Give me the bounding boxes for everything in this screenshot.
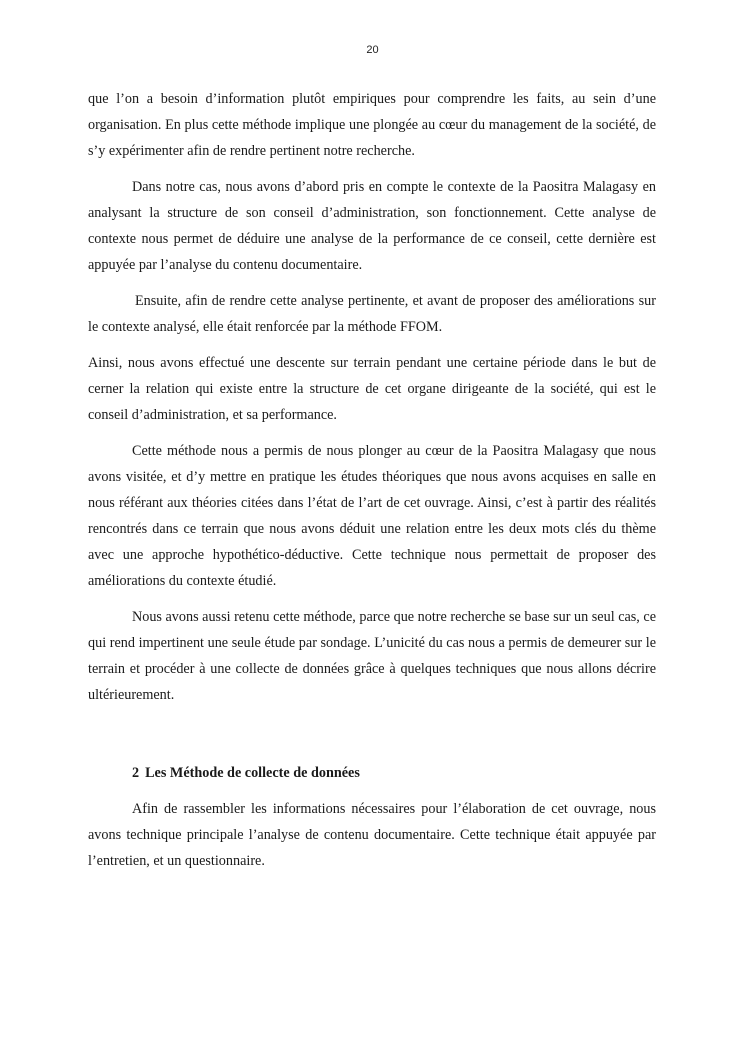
- section-number: 2: [132, 765, 140, 781]
- paragraph-1: que l’on a besoin d’information plutôt empiriques pour comprendre les faits, au sein d’une organisation. En plus cette méthode implique une plongée au cœur du management de la société, de s’y expérimenter afin de rendre pertinent notre recherche.: [88, 91, 656, 159]
- paragraph-2: Dans notre cas, nous avons d’abord pris en compte le contexte de la Paositra Malagasy en analysant la structure de son conseil d’administration, son fonctionnement. Cette analyse de contexte nous permet de déduire une analyse de la performance de ce conseil, cette dernière est appuyée par l’analyse du contenu documentaire.: [88, 179, 656, 273]
- page-number: 20: [366, 44, 379, 56]
- section-heading: [88, 760, 656, 786]
- paragraph-4: Ainsi, nous avons effectué une descente sur terrain pendant une certaine période dans le but de cerner la relation qui existe entre la structure de cet organe dirigeante de la société, qui est le conseil d’administration, et sa performance.: [88, 355, 656, 423]
- paragraph-6: Nous avons aussi retenu cette méthode, parce que notre recherche se base sur un seul cas, ce qui rend impertinent une seule étude par sondage. L’unicité du cas nous a permis de demeurer sur le terrain et procéder à une collecte de données grâce à quelques techniques que nous allons décrire ultérieurement.: [88, 609, 656, 703]
- section-paragraph-1: Afin de rassembler les informations nécessaires pour l’élaboration de cet ouvrage, nous avons technique principale l’analyse de contenu documentaire. Cette technique était appuyée par l’entretien, et un questionnaire.: [88, 801, 656, 869]
- document-body: [88, 86, 656, 874]
- section-title: Les Méthode de collecte de données: [145, 765, 360, 781]
- paragraph-3: Ensuite, afin de rendre cette analyse pertinente, et avant de proposer des améliorations sur le contexte analysé, elle était renforcée par la méthode FFOM.: [88, 293, 656, 335]
- paragraph-5: Cette méthode nous a permis de nous plonger au cœur de la Paositra Malagasy que nous avons visitée, et d’y mettre en pratique les études théoriques que nous avons acquises en salle en nous référant aux théories citées dans l’état de l’art de cet ouvrage. Ainsi, c’est à partir des réalités rencontrés dans ce terrain que nous avons déduit une relation entre les deux mots clés du thème avec une approche hypothético-déductive. Cette technique nous permettait de proposer des améliorations du contexte étudié.: [88, 443, 656, 589]
